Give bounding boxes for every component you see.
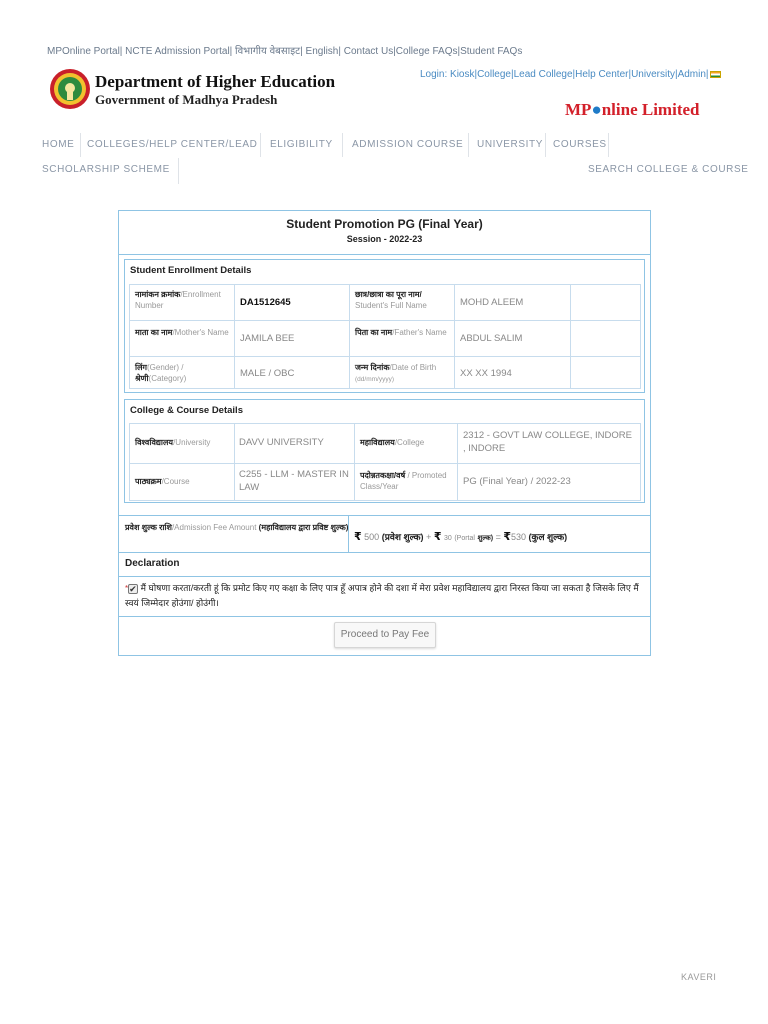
login-links[interactable] <box>420 69 721 80</box>
nav-divider <box>342 133 343 157</box>
promotion-form-panel <box>118 210 651 656</box>
enrollment-section <box>124 259 645 393</box>
student-name-value: MOHD ALEEM <box>454 284 571 321</box>
course-label <box>129 463 235 501</box>
nav-home[interactable]: HOME <box>42 139 75 150</box>
mother-name-label-en: /Mother's Name <box>172 328 229 337</box>
fee-total-label: (कुल शुल्क) <box>528 532 568 542</box>
form-session: Session - 2022-23 <box>346 234 423 244</box>
dob-label <box>349 356 455 389</box>
top-links[interactable]: MPOnline Portal| NCTE Admission Portal| विभागीय वेबसाइट| English| Contact Us|College FAQs|Student FAQs <box>47 46 523 57</box>
required-marker: * <box>125 584 129 593</box>
login-links-text[interactable]: Login: Kiosk|College|Lead College|Help Center|University|Admin| <box>420 69 709 80</box>
department-title: Department of Higher Education <box>95 72 336 91</box>
student-name-label-en: Student's Full Name <box>355 301 427 310</box>
footer-user-name: KAVERI <box>681 972 717 982</box>
declaration-header <box>119 553 650 577</box>
enrollment-label-hi: नामांकन क्रमांक <box>135 290 181 299</box>
admission-fee-label-note: (महाविद्यालय द्वारा प्रविष्ट शुल्क) <box>258 523 349 532</box>
gender-label-en: (Gender) / <box>147 363 184 372</box>
promoted-class-label-en: / Promoted Class/Year <box>360 471 447 491</box>
nav-courses[interactable]: COURSES <box>553 139 607 150</box>
government-subtitle: Government of Madhya Pradesh <box>95 92 278 107</box>
nav-divider <box>178 158 179 184</box>
photo-cell <box>570 284 641 321</box>
declaration-checkbox[interactable] <box>128 584 138 594</box>
mponline-logo <box>565 100 735 115</box>
mp-emblem-logo <box>49 68 91 110</box>
father-name-label <box>349 320 455 357</box>
college-course-section <box>124 399 645 503</box>
form-title: Student Promotion PG (Final Year) <box>286 217 483 231</box>
nav-divider <box>545 133 546 157</box>
mother-name-label-hi: माता का नाम <box>135 328 173 337</box>
globe-icon: ● <box>591 100 602 115</box>
main-nav <box>42 139 742 159</box>
mponline-logo-prefix: MP <box>565 100 592 115</box>
nav-admission-course[interactable]: ADMISSION COURSE <box>352 139 464 150</box>
college-label <box>354 423 458 464</box>
gender-category-value: MALE / OBC <box>234 356 350 389</box>
college-label-hi: महाविद्यालय <box>360 438 395 447</box>
fee-portal-label: (Portal <box>454 535 475 542</box>
nav-eligibility[interactable]: ELIGIBILITY <box>270 139 333 150</box>
admission-fee-value: ₹ 500 (प्रवेश शुल्क) + ₹ 30 (Portal शुल्क) = ₹530 (कुल शुल्क) <box>354 531 568 543</box>
declaration-body <box>119 577 650 617</box>
university-label-hi: विश्वविद्यालय <box>135 438 174 447</box>
college-label-en: /College <box>394 438 425 447</box>
enrollment-label-en: /Enrollment Number <box>135 290 221 310</box>
university-label <box>129 423 235 464</box>
fee-total-amount: 530 <box>511 532 527 542</box>
admission-fee-label-en: /Admission Fee Amount <box>171 523 257 532</box>
promoted-class-label-hi: पदोन्नतकक्षा/वर्ष <box>360 471 406 480</box>
form-header <box>119 211 650 255</box>
fee-divider <box>348 516 349 552</box>
fee-portal-label-hi: शुल्क) <box>477 535 494 542</box>
dob-value: XX XX 1994 <box>454 356 571 389</box>
mother-name-value: JAMILA BEE <box>234 320 350 357</box>
top-links-bar[interactable] <box>47 43 522 57</box>
father-name-value: ABDUL SALIM <box>454 320 571 357</box>
nav-divider <box>260 133 261 157</box>
fee-admission-amount: 500 <box>364 532 380 542</box>
college-value: 2312 - GOVT LAW COLLEGE, INDORE , INDORE <box>457 423 641 464</box>
category-label-en: (Category) <box>148 374 187 383</box>
fee-portal-amount: 30 <box>444 535 452 542</box>
enrollment-section-title: Student Enrollment Details <box>130 265 252 276</box>
student-name-label <box>349 284 455 321</box>
photo-cell <box>570 320 641 357</box>
gender-label-hi: लिंग <box>135 363 147 372</box>
rupee-icon: ₹ <box>433 531 442 543</box>
nav-scholarship-scheme[interactable]: SCHOLARSHIP SCHEME <box>42 164 170 175</box>
nav-university[interactable]: UNIVERSITY <box>477 139 544 150</box>
admission-fee-label <box>125 522 350 533</box>
gender-category-label <box>129 356 235 389</box>
nav-colleges-help-center-lead[interactable]: COLLEGES/HELP CENTER/LEAD <box>87 139 258 150</box>
enrollment-value: DA1512645 <box>234 284 350 321</box>
father-name-label-en: /Father's Name <box>392 328 447 337</box>
college-course-section-title: College & Course Details <box>130 405 243 416</box>
nav-divider <box>468 133 469 157</box>
father-name-label-hi: पिता का नाम <box>355 328 393 337</box>
promoted-class-label <box>354 463 458 501</box>
course-label-hi: पाठ्यक्रम <box>135 477 162 486</box>
university-value: DAVV UNIVERSITY <box>234 423 355 464</box>
nav-divider <box>608 133 609 157</box>
promoted-class-value: PG (Final Year) / 2022-23 <box>457 463 641 501</box>
dob-label-hi: जन्म दिनांक <box>355 363 390 372</box>
rupee-icon: ₹ <box>354 531 362 543</box>
secondary-nav <box>42 164 749 184</box>
mother-name-label <box>129 320 235 357</box>
course-label-en: /Course <box>161 477 190 486</box>
fee-admission-label: (प्रवेश शुल्क) <box>381 532 424 542</box>
proceed-to-pay-button[interactable]: Proceed to Pay Fee <box>334 622 436 648</box>
photo-cell <box>570 356 641 389</box>
india-flag-icon <box>710 71 721 78</box>
dob-format-hint: (dd/mm/yyyy) <box>355 376 394 383</box>
nav-divider <box>80 133 81 157</box>
declaration-text: मैं घोषणा करता/करती हूं कि प्रमोट किए गए कक्षा के लिए पात्र हूँ अपात्र होने की दशा में मेरा प्रवेश महाविद्यालय द्वारा निरस्त किया जा सकता है जिसके लिए मैं स्वयं जिम्मेदार होउंगा/ होउंगी। <box>125 583 639 608</box>
course-value: C255 - LLM - MASTER IN LAW <box>234 463 355 501</box>
category-label-hi: श्रेणी <box>135 374 149 383</box>
admission-fee-row <box>119 515 650 553</box>
university-label-en: /University <box>173 438 211 447</box>
mponline-logo-suffix: nline Limited <box>601 100 700 115</box>
student-name-label-hi: छात्र/छात्रा का पूरा नाम/ <box>355 290 422 299</box>
enrollment-label <box>129 284 235 321</box>
declaration-title: Declaration <box>125 558 180 569</box>
nav-search-college-course[interactable]: SEARCH COLLEGE & COURSE <box>588 164 749 175</box>
declaration-text-wrap <box>125 581 645 610</box>
rupee-icon: ₹ <box>503 531 511 543</box>
admission-fee-label-hi: प्रवेश शुल्क राशि <box>125 523 172 532</box>
dob-label-en: /Date of Birth <box>389 363 437 372</box>
